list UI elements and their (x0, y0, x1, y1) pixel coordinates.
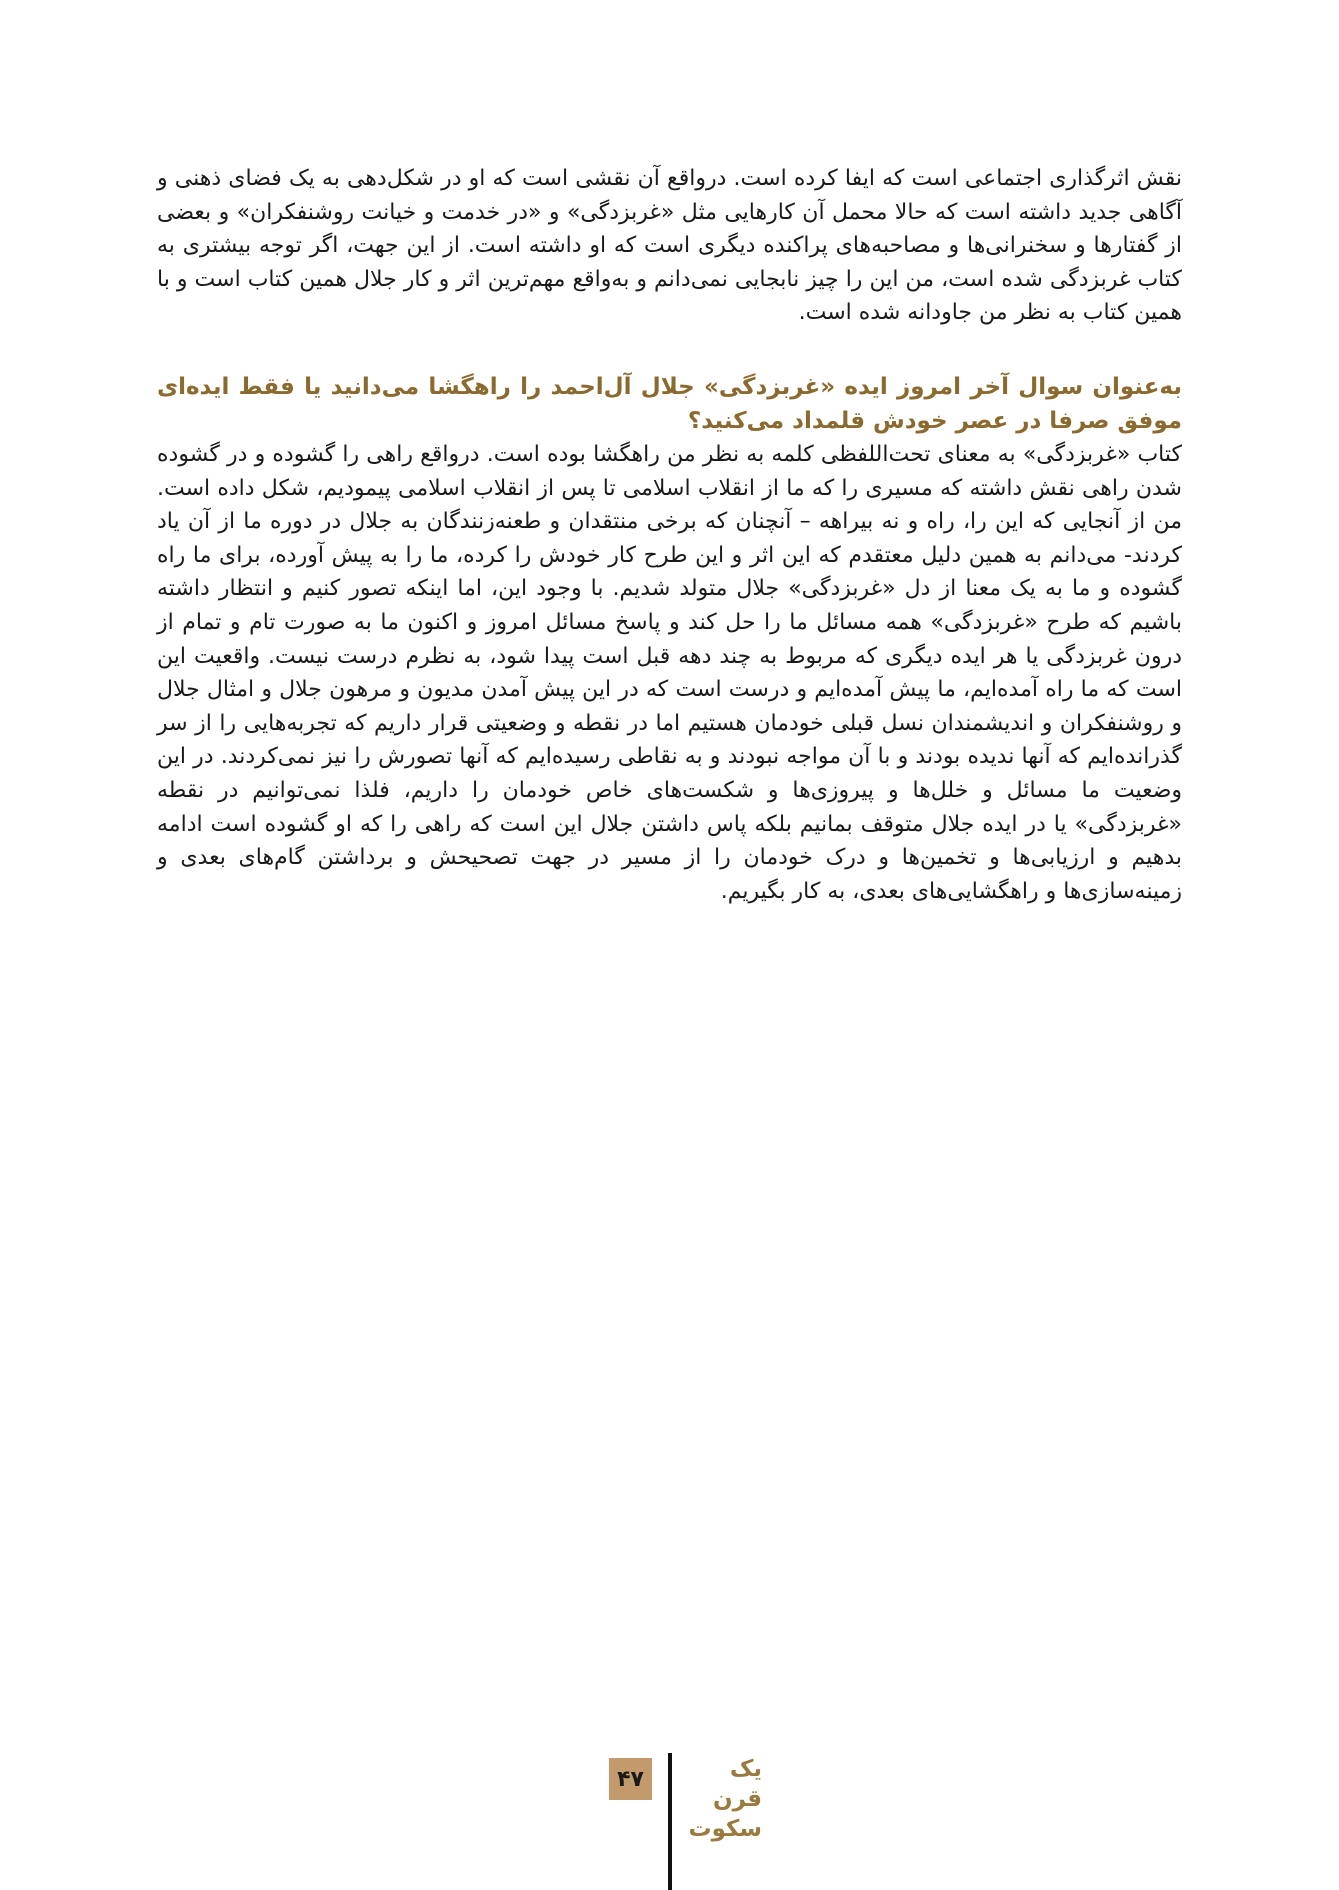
intro-paragraph: نقش اثرگذاری اجتماعی است که ایفا کرده است. درواقع آن نقشی است که او در شکل‌دهی به یک فضای ذهنی و آگاهی جدید داشته است که حالا محمل آن کارهایی مثل «غربزدگی» و «در خدمت و خیانت روشنفکران» و بعضی از گفتارها و سخنرانی‌ها و مصاحبه‌های پراکنده دیگری است که او داشته است. از این جهت، اگر توجه بیشتری به کتاب غربزدگی شده است، من این را چیز نابجایی نمی‌دانم و به‌واقع مهم‌ترین اثر و کار جلال همین کتاب است و با همین کتاب به نظر من جاودانه شده است. (157, 166, 1182, 326)
journal-title (682, 1754, 762, 1844)
interview-answer: کتاب «غربزدگی» به معنای تحت‌اللفظی کلمه به نظر من راهگشا بوده است. درواقع راهی را گشوده و در گشوده شدن راهی نقش داشته که مسیری را که ما از انقلاب اسلامی تا پس از انقلاب اسلامی پیمودیم، شکل داده است. من از آنجایی که این را، راه و نه بیراهه – آنچنان که برخی منتقدان و طعنه‌زنندگان به جلال در دوره ما از آن یاد کردند- می‌دانم به همین دلیل معتقدم که این اثر و این طرح کار خودش را کرده، ما را به پیش آورده، برای ما راه گشوده و ما به یک معنا از دل «غربزدگی» جلال متولد شدیم. با وجود این، اما اینکه تصور کنیم و انتظار داشته باشیم که طرح «غربزدگی» همه مسائل ما را حل کند و پاسخ مسائل امروز و اکنون ما به صورت تام و تمام از درون غربزدگی یا هر ایده دیگری که مربوط به چند دهه قبل است پیدا شود، به نظرم درست نیست. واقعیت این است که ما راه آمده‌ایم، ما پیش آمده‌ایم و درست است که در این پیش آمدن مدیون و مرهون جلال و امثال جلال و روشنفکران و اندیشمندان نسل قبلی خودمان هستیم اما در نقطه و وضعیتی قرار داریم که تجربه‌هایی را از سر گذرانده‌ایم که آنها ندیده بودند و با آن مواجه نبودند و به نقاطی رسیده‌ایم که آنها تصورش را نیز نمی‌کردند. در این وضعیت ما مسائل و خلل‌ها و پیروزی‌ها و شکست‌های خاص خودمان را داریم، فلذا نمی‌توانیم در نقطه «غربزدگی» یا در ایده جلال متوقف بمانیم بلکه پاس داشتن جلال این است که راهی را که او گشوده است ادامه بدهیم و ارزیابی‌ها و تخمین‌ها و درک خودمان را از مسیر در جهت تصحیحش و برداشتن گام‌های بعدی و زمینه‌سازی‌ها و راهگشایی‌های بعدی، به کار بگیریم. (157, 441, 1182, 904)
article-body (157, 162, 1182, 908)
page-number: ۴۷ (609, 1758, 652, 1800)
journal-title-line-1: یک قرن (713, 1756, 762, 1812)
interview-question: به‌عنوان سوال آخر امروز ایده «غربزدگی» جلال آل‌احمد را راهگشا می‌دانید یا فقط ایده‌ای موفق صرفا در عصر خودش قلمداد می‌کنید؟ (157, 373, 1182, 434)
footer-divider (668, 1753, 672, 1890)
journal-title-line-2: سکوت (688, 1816, 762, 1842)
